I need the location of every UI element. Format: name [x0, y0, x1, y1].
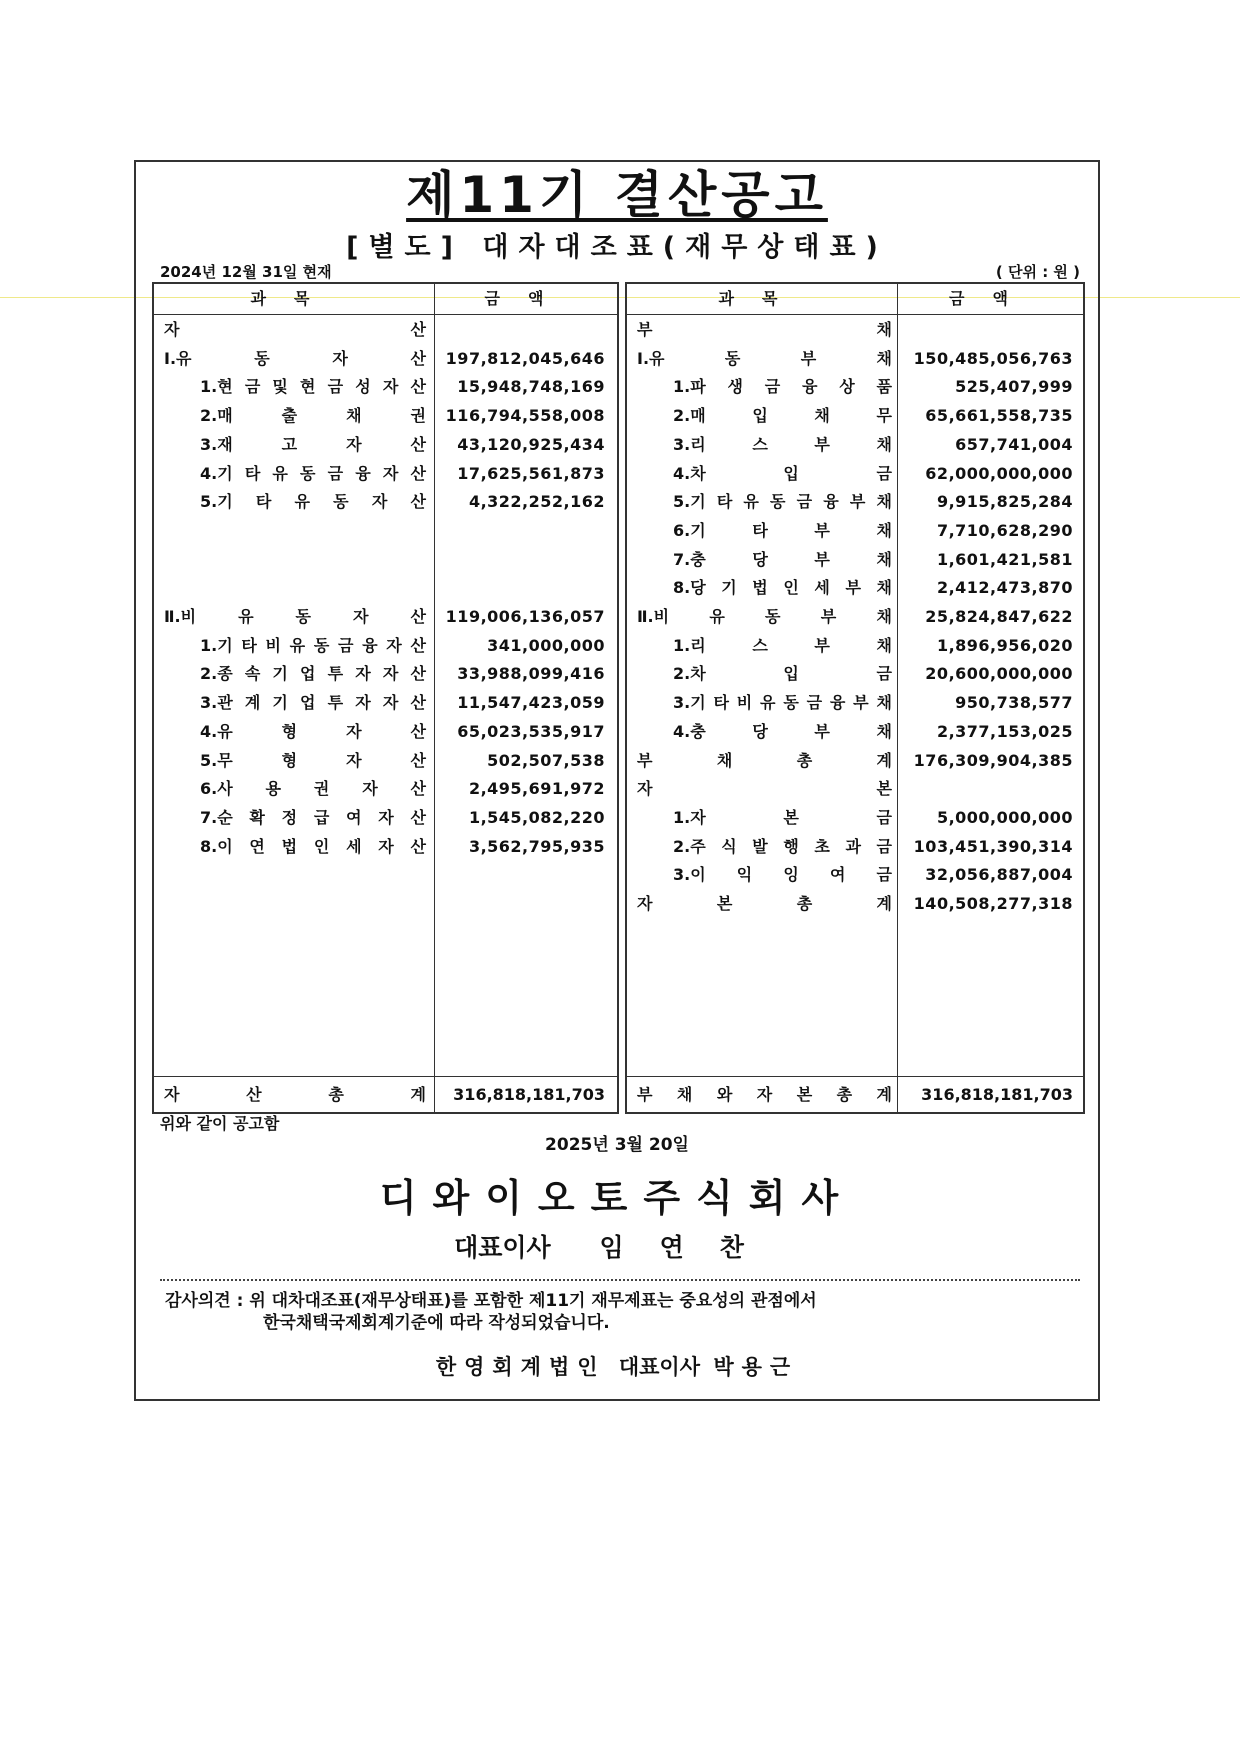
- header-amount: 금액: [949, 289, 1036, 308]
- assets-table: [152, 282, 619, 1114]
- row-value: 2,377,153,025: [936, 721, 1073, 741]
- row-value: 5,000,000,000: [936, 807, 1073, 827]
- table-row: [154, 601, 617, 633]
- notice-statement: 위와 같이 공고함: [160, 1114, 280, 1133]
- row-value: 65,661,558,735: [925, 406, 1073, 426]
- row-label: 4.충 당 부 채: [673, 721, 892, 741]
- table-row: [154, 429, 617, 461]
- assets-total-row: [154, 1076, 617, 1115]
- row-value: 11,547,423,059: [457, 693, 605, 713]
- row-label: 3.재 고 자 산: [200, 434, 426, 454]
- liab-equity-total-row: [627, 1076, 1083, 1115]
- row-label: 자 본: [637, 779, 892, 799]
- row-label: 2.매 출 채 권: [200, 406, 426, 426]
- table-row: [627, 486, 1083, 518]
- auditor-name: 박용근: [713, 1355, 799, 1379]
- row-label: 1.파 생 금 융 상 품: [673, 377, 892, 397]
- table-row: [154, 658, 617, 690]
- row-value: 32,056,887,004: [925, 865, 1073, 885]
- row-value: 3,562,795,935: [468, 836, 605, 856]
- audit-opinion: [165, 1290, 817, 1334]
- header-account: 과목: [250, 289, 338, 308]
- row-label: 8.이 연 법 인 세 자 산: [200, 836, 426, 856]
- row-value: 1,545,082,220: [468, 807, 605, 827]
- row-value: 15,948,748,169: [457, 377, 605, 397]
- row-label: 8.당 기 법 인 세 부 채: [673, 578, 892, 598]
- assets-total-label: 자 산 총 계: [164, 1085, 426, 1104]
- dotted-divider: [160, 1279, 1080, 1281]
- page-title: 제11기 결산공고: [406, 166, 828, 224]
- table-row: [154, 831, 617, 863]
- table-row: [154, 458, 617, 490]
- row-value: 119,006,136,057: [445, 607, 605, 626]
- audit-opinion-line1: 감사의견 : 위 대차대조표(재무상태표)를 포함한 제11기 재무제표는 중요성의 관점에서: [165, 1291, 817, 1311]
- row-value: 33,988,099,416: [457, 664, 605, 684]
- row-value: 25,824,847,622: [925, 607, 1073, 626]
- report-date: 2024년 12월 31일 현재: [160, 263, 332, 281]
- row-value: 43,120,925,434: [457, 434, 605, 454]
- table-row: [627, 371, 1083, 403]
- row-value: 176,309,904,385: [913, 750, 1073, 770]
- table-row: [154, 773, 617, 805]
- audit-opinion-line2: 한국채택국제회계기준에 따라 작성되었습니다.: [263, 1313, 610, 1333]
- row-label: 자 산: [164, 320, 426, 339]
- assets-total-value: 316,818,181,703: [453, 1085, 605, 1104]
- row-label: 6.기 타 부 채: [673, 520, 892, 540]
- table-row: [627, 831, 1083, 863]
- table-row: [154, 630, 617, 662]
- table-row: [154, 802, 617, 834]
- row-label: 부 채 총 계: [637, 750, 892, 770]
- row-label: Ⅰ.유 동 자 산: [164, 348, 426, 368]
- row-value: 7,710,628,290: [936, 520, 1073, 540]
- table-row: [627, 802, 1083, 834]
- table-row: [627, 601, 1083, 633]
- page-subtitle: [별도] 대자대조표(재무상태표): [346, 232, 888, 263]
- row-label: 4.유 형 자 산: [200, 721, 426, 741]
- row-value: 103,451,390,314: [913, 836, 1073, 856]
- row-label: 5.무 형 자 산: [200, 750, 426, 770]
- row-label: 자 본 총 계: [637, 894, 892, 913]
- table-row: [627, 630, 1083, 662]
- table-row: [627, 314, 1083, 346]
- row-label: 1.리 스 부 채: [673, 635, 892, 655]
- header-amount: 금액: [484, 289, 572, 308]
- table-row: [627, 658, 1083, 690]
- table-row: [154, 515, 617, 547]
- table-row: [627, 544, 1083, 576]
- table-row: [627, 458, 1083, 490]
- row-label: 2.종 속 기 업 투 자 자 산: [200, 664, 426, 684]
- row-label: 7.순 확 정 급 여 자 산: [200, 807, 426, 827]
- row-value: 4,322,252,162: [468, 492, 605, 512]
- company-name: 디와이오토주식회사: [379, 1176, 855, 1220]
- row-label: 2.매 입 채 무: [673, 406, 892, 426]
- table-row: [154, 745, 617, 777]
- row-label: 1.기 타 비 유 동 금 융 자 산: [200, 635, 426, 655]
- row-label: 2.주 식 발 행 초 과 금: [673, 836, 892, 856]
- row-label: 7.충 당 부 채: [673, 549, 892, 569]
- liab-equity-total-label: 부 채 와 자 본 총 계: [637, 1085, 892, 1104]
- row-label: 3.리 스 부 채: [673, 434, 892, 454]
- table-row: [627, 716, 1083, 748]
- unit-label: ( 단위 : 원 ): [995, 263, 1080, 281]
- row-label: 4.차 입 금: [673, 463, 892, 483]
- row-value: 502,507,538: [487, 750, 605, 770]
- table-row: [627, 429, 1083, 461]
- row-label: 2.차 입 금: [673, 664, 892, 684]
- auditor-firm: 한영회계법인: [435, 1355, 606, 1379]
- table-row: [627, 343, 1083, 375]
- ceo-name: 임연찬: [599, 1233, 780, 1262]
- row-value: 9,915,825,284: [936, 492, 1073, 512]
- row-label: 4.기 타 유 동 금 융 자 산: [200, 463, 426, 483]
- row-value: 657,741,004: [955, 434, 1073, 454]
- row-label: 부 채: [637, 320, 892, 339]
- row-value: 1,601,421,581: [936, 549, 1073, 569]
- table-row: [627, 859, 1083, 891]
- table-row: [154, 314, 617, 346]
- row-label: 6.사 용 권 자 산: [200, 779, 426, 799]
- row-value: 525,407,999: [955, 377, 1073, 397]
- row-label: 3.이 익 잉 여 금: [673, 865, 892, 885]
- row-label: Ⅱ.비 유 동 부 채: [637, 607, 892, 626]
- row-value: 150,485,056,763: [913, 348, 1073, 368]
- table-row: [154, 343, 617, 375]
- row-label: Ⅱ.비 유 동 자 산: [164, 607, 426, 626]
- table-row: [627, 515, 1083, 547]
- table-header: [627, 284, 1083, 315]
- row-value: 140,508,277,318: [913, 894, 1073, 913]
- row-value: 17,625,561,873: [457, 463, 605, 483]
- table-row: [154, 687, 617, 719]
- header-account: 과목: [718, 289, 806, 308]
- row-value: 116,794,558,008: [445, 406, 605, 426]
- table-row: [627, 745, 1083, 777]
- row-value: 2,495,691,972: [468, 779, 605, 799]
- row-value: 2,412,473,870: [936, 578, 1073, 598]
- row-value: 20,600,000,000: [925, 664, 1073, 684]
- row-value: 1,896,956,020: [936, 635, 1073, 655]
- row-label: Ⅰ.유 동 부 채: [637, 348, 892, 368]
- table-row: [627, 773, 1083, 805]
- row-value: 950,738,577: [955, 693, 1073, 713]
- ceo-title: 대표이사: [454, 1233, 551, 1262]
- row-label: 3.기 타 비 유 동 금 융 부 채: [673, 693, 892, 713]
- row-label: 3.관 계 기 업 투 자 자 산: [200, 693, 426, 713]
- row-label: 5.기 타 유 동 자 산: [200, 492, 426, 512]
- auditor-line: [134, 1352, 1100, 1382]
- table-header: [154, 284, 617, 315]
- ceo-line: [134, 1230, 1100, 1266]
- table-row: [154, 400, 617, 432]
- table-row: [154, 486, 617, 518]
- table-row: [627, 572, 1083, 604]
- table-row: [627, 888, 1083, 920]
- row-value: 65,023,535,917: [457, 721, 605, 741]
- row-label: 5.기 타 유 동 금 융 부 채: [673, 492, 892, 512]
- table-row: [154, 572, 617, 604]
- row-value: 341,000,000: [487, 635, 605, 655]
- table-row: [154, 716, 617, 748]
- row-value: 197,812,045,646: [445, 348, 605, 368]
- table-row: [627, 400, 1083, 432]
- publish-date: 2025년 3월 20일: [545, 1135, 689, 1155]
- liabilities-equity-table: [625, 282, 1085, 1114]
- row-label: 1.자 본 금: [673, 807, 892, 827]
- table-row: [627, 687, 1083, 719]
- row-label: 1.현 금 및 현 금 성 자 산: [200, 377, 426, 397]
- table-row: [154, 371, 617, 403]
- table-row: [154, 544, 617, 576]
- auditor-title: 대표이사: [618, 1355, 700, 1379]
- liab-equity-total-value: 316,818,181,703: [921, 1085, 1073, 1104]
- row-value: 62,000,000,000: [925, 463, 1073, 483]
